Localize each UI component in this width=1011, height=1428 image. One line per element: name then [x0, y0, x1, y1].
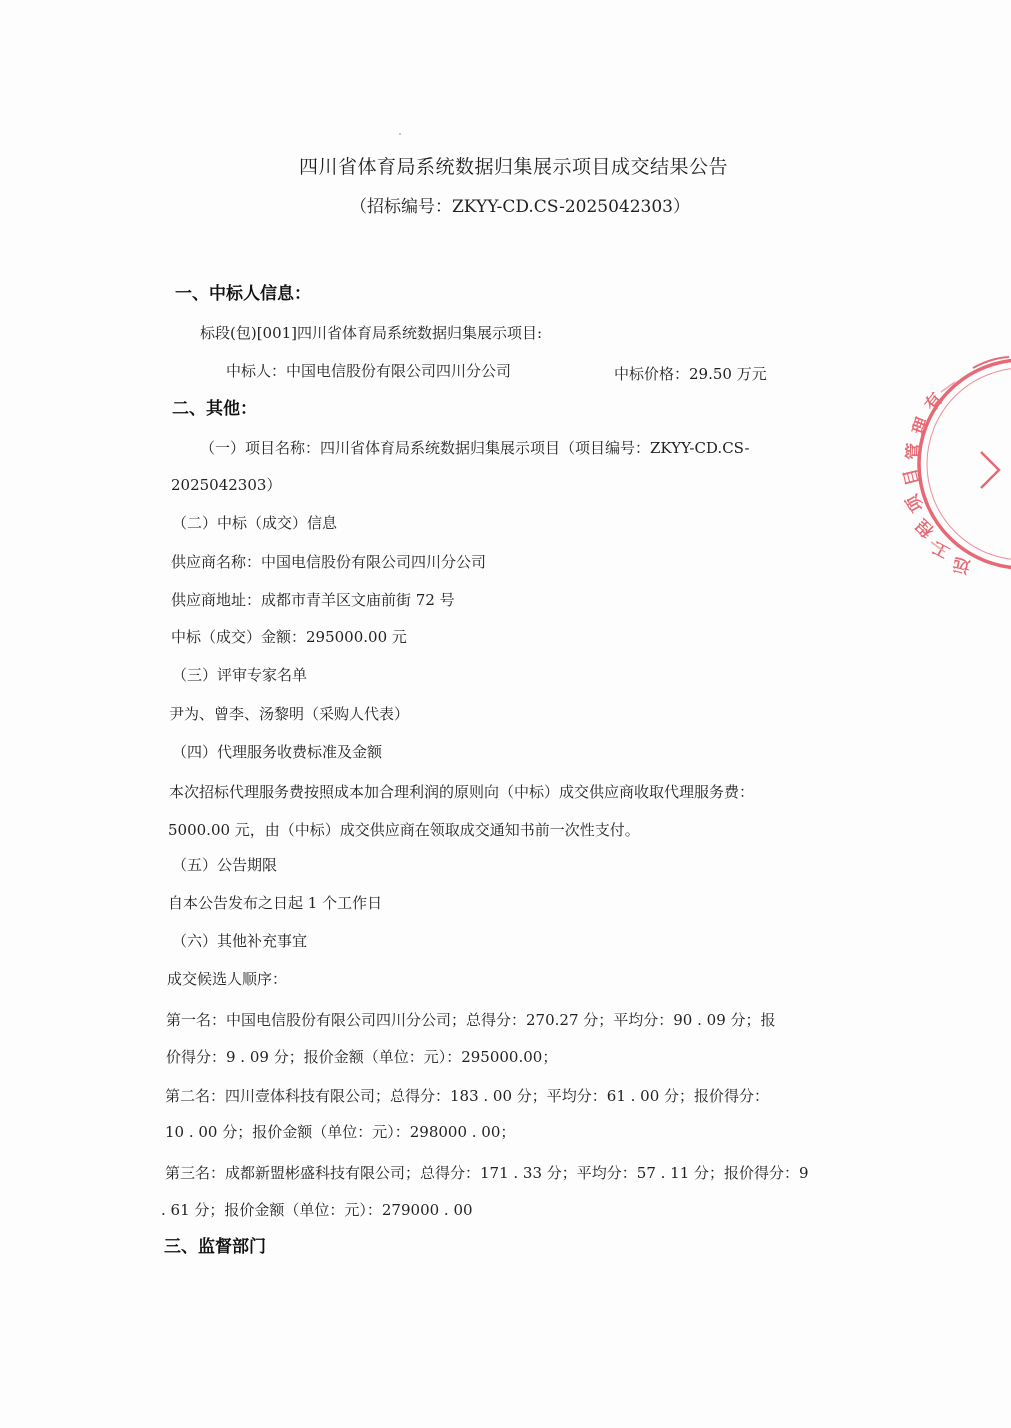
- supplier-name: 供应商名称：中国电信股份有限公司四川分公司: [171, 553, 487, 571]
- candidate-order-label: 成交候选人顺序：: [167, 970, 288, 988]
- svg-text:工: 工: [928, 536, 954, 563]
- rank-3-line-2: . 61 分；报价金额（单位：元）：279000 . 00: [161, 1201, 473, 1219]
- award-amount: 中标（成交）金额：295000.00 元: [171, 628, 407, 646]
- svg-text:项: 项: [902, 490, 929, 516]
- document-title: 四川省体育局系统数据归集展示项目成交结果公告: [299, 156, 729, 178]
- expert-list: 尹为、曾李、汤黎明（采购人代表）: [169, 705, 410, 723]
- document-subtitle: （招标编号：ZKYY-CD.CS-2025042303）: [350, 197, 690, 217]
- svg-text:远: 远: [950, 553, 973, 577]
- rank-1-line-2: 价得分：9 . 09 分；报价金额（单位：元）：295000.00；: [166, 1048, 558, 1066]
- rank-3-line-1: 第三名：成都新盟彬盛科技有限公司；总得分：171 . 33 分；平均分：57 . 11 分；报价得分：9: [165, 1164, 809, 1182]
- agency-fee-line-2: 5000.00 元，由（中标）成交供应商在领取成交通知书前一次性支付。: [168, 821, 640, 839]
- svg-text:目: 目: [900, 466, 924, 488]
- company-seal-stamp: [900, 352, 1011, 577]
- subsection-agency-fee: （四）代理服务收费标准及金额: [172, 743, 383, 761]
- subsection-notice-period: （五）公告期限: [172, 856, 278, 874]
- scan-speck: [399, 133, 401, 135]
- svg-text:程: 程: [912, 514, 939, 541]
- seal-graphic: [900, 352, 1011, 577]
- svg-text:理: 理: [908, 414, 934, 438]
- agency-fee-line-1: 本次招标代理服务费按照成本加合理利润的原则向（中标）成交供应商收取代理服务费：: [169, 783, 755, 801]
- subsection-award-info: （二）中标（成交）信息: [172, 514, 338, 532]
- project-name-line-1: （一）项目名称：四川省体育局系统数据归集展示项目（项目编号：ZKYY-CD.CS-: [200, 439, 750, 457]
- section-heading-supervision: 三、监督部门: [164, 1237, 266, 1257]
- subsection-other-matters: （六）其他补充事宜: [172, 932, 308, 950]
- section-heading-winner-info: 一、中标人信息：: [175, 284, 311, 304]
- lot-line: 标段(包)[001]四川省体育局系统数据归集展示项目:: [200, 324, 543, 342]
- winner-line: 中标人：中国电信股份有限公司四川分公司: [226, 362, 512, 380]
- notice-period: 自本公告发布之日起 1 个工作日: [168, 894, 383, 912]
- supplier-address: 供应商地址：成都市青羊区文庙前街 72 号: [171, 591, 455, 609]
- project-name-line-2: 2025042303）: [171, 476, 282, 494]
- svg-text:管: 管: [904, 442, 925, 461]
- winning-price: 中标价格：29.50 万元: [614, 365, 767, 383]
- rank-1-line-1: 第一名：中国电信股份有限公司四川分公司；总得分：270.27 分；平均分：90 . 09 分；报: [166, 1011, 776, 1029]
- svg-text:有: 有: [921, 389, 948, 416]
- section-heading-other: 二、其他：: [172, 399, 257, 419]
- rank-2-line-2: 10 . 00 分；报价金额（单位：元）：298000 . 00；: [165, 1123, 516, 1141]
- rank-2-line-1: 第二名：四川壹体科技有限公司；总得分：183 . 00 分；平均分：61 . 00 分；报价得分：: [165, 1087, 770, 1105]
- subsection-experts: （三）评审专家名单: [172, 666, 308, 684]
